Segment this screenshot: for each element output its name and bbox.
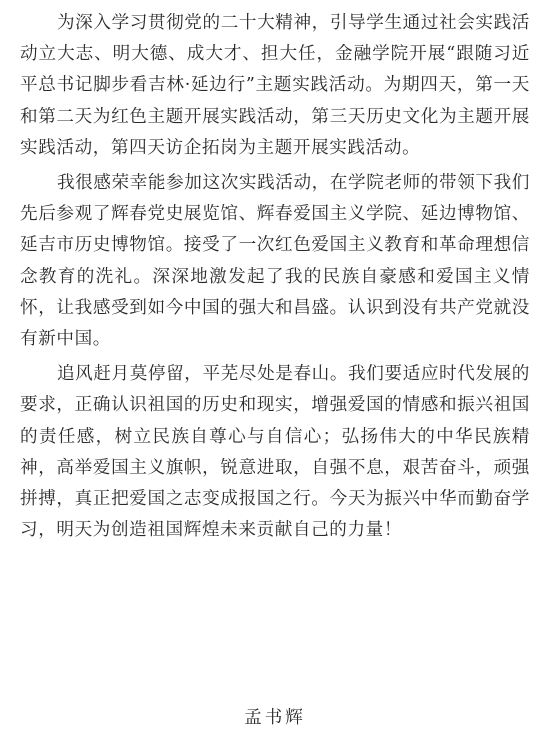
essay-paragraph-1: 为深入学习贯彻党的二十大精神，引导学生通过社会实践活动立大志、明大德、成大才、担大任，金融学院开展“跟随习近平总书记脚步看吉林·延边行”主题实践活动。为期四天，第一天和第二天为红色主题开展实践活动，第三天历史文化为主题开展实践活动，第四天访企拓岗为主题开展实践活动。 [20,13,530,158]
author-signature: 孟书辉 [244,708,306,728]
essay-paragraph-3: 追风赶月莫停留，平芜尽处是春山。我们要适应时代发展的要求，正确认识祖国的历史和现实，增强爱国的情感和振兴祖国的责任感，树立民族自尊心与自信心；弘扬伟大的中华民族精神，高举爱国主义旗帜，锐意进取，自强不息，艰苦奋斗，顽强拼搏，真正把爱国之志变成报国之行。今天为振兴中华而勤奋学习，明天为创造祖国辉煌未来贡献自己的力量！ [20,364,530,541]
essay-paragraph-2: 我很感荣幸能参加这次实践活动，在学院老师的带领下我们先后参观了辉春党史展览馆、辉春爱国主义学院、延边博物馆、延吉市历史博物馆。接受了一次红色爱国主义教育和革命理想信念教育的洗礼。深深地激发起了我的民族自豪感和爱国主义情怀，让我感受到如今中国的强大和昌盛。认识到没有共产党就没有新中国。 [20,173,530,350]
